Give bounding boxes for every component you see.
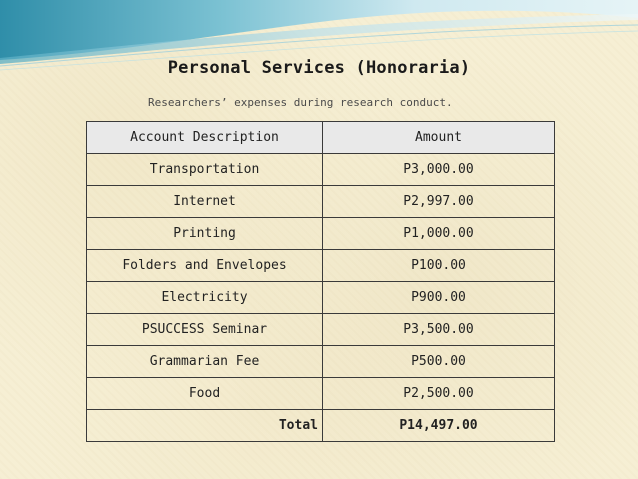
table-row xyxy=(87,346,555,378)
row-description: Electricity xyxy=(87,282,323,314)
row-amount: P900.00 xyxy=(323,282,555,314)
row-amount: P500.00 xyxy=(323,346,555,378)
total-label: Total xyxy=(87,410,323,442)
table-row xyxy=(87,218,555,250)
row-amount: P2,997.00 xyxy=(323,186,555,218)
table-row xyxy=(87,154,555,186)
table-row xyxy=(87,282,555,314)
column-header-amount: Amount xyxy=(323,122,555,154)
column-header-description: Account Description xyxy=(87,122,323,154)
row-amount: P1,000.00 xyxy=(323,218,555,250)
table-header-row xyxy=(87,122,555,154)
table-row xyxy=(87,250,555,282)
row-amount: P3,000.00 xyxy=(323,154,555,186)
budget-table xyxy=(86,121,555,442)
page-subtitle: Researchers’ expenses during research conduct. xyxy=(148,96,453,109)
row-amount: P100.00 xyxy=(323,250,555,282)
page-title: Personal Services (Honoraria) xyxy=(167,58,471,78)
row-description: Folders and Envelopes xyxy=(87,250,323,282)
row-description: Grammarian Fee xyxy=(87,346,323,378)
row-description: Transportation xyxy=(87,154,323,186)
row-description: PSUCCESS Seminar xyxy=(87,314,323,346)
total-row xyxy=(87,410,555,442)
row-description: Internet xyxy=(87,186,323,218)
row-description: Food xyxy=(87,378,323,410)
row-description: Printing xyxy=(87,218,323,250)
table-row xyxy=(87,378,555,410)
total-amount: P14,497.00 xyxy=(323,410,555,442)
row-amount: P2,500.00 xyxy=(323,378,555,410)
row-amount: P3,500.00 xyxy=(323,314,555,346)
table-row xyxy=(87,186,555,218)
table-row xyxy=(87,314,555,346)
